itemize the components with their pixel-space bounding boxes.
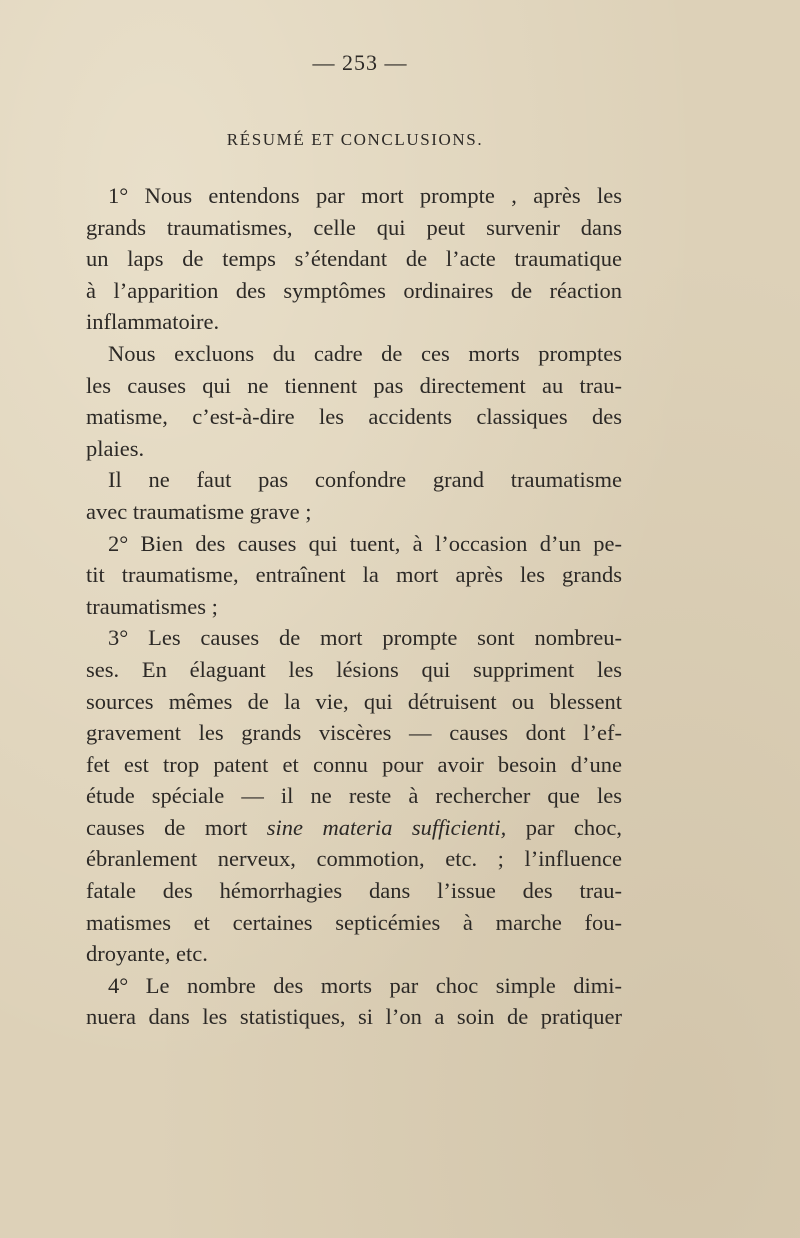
text-line: 2° Bien des causes qui tuent, à l’occasion d’un pe- <box>108 530 622 556</box>
text-line: 1° Nous entendons par mort prompte , après les <box>108 183 622 208</box>
text-line: gravement les grands viscères — causes dont l’ef- <box>86 720 622 746</box>
page-number: — 253 — <box>312 50 408 75</box>
text-line: droyante, etc. <box>86 941 208 967</box>
text-line: 3° Les causes de mort prompte sont nombreu- <box>108 625 622 651</box>
text-line: Nous excluons du cadre de ces morts promptes <box>108 340 622 366</box>
text-line: inflammatoire. <box>86 309 220 335</box>
text-line: les causes qui ne tiennent pas directement au trau- <box>86 372 622 398</box>
text-line: nuera dans les statistiques, si l’on a soin de pratiquer <box>86 1004 622 1030</box>
text-line: traumatismes ; <box>86 593 218 619</box>
text-line: 4° Le nombre des morts par choc simple dimi- <box>108 972 622 998</box>
text-line: matismes et certaines septicémies à marche fou- <box>86 909 622 935</box>
text-line: avec traumatisme grave ; <box>86 498 312 524</box>
text-line: tit traumatisme, entraînent la mort après les grands <box>86 562 622 588</box>
text-segment: par choc, <box>506 814 622 840</box>
section-title: RÉSUMÉ ET CONCLUSIONS. <box>226 130 484 149</box>
text-line: plaies. <box>86 435 145 461</box>
text-line: ses. En élaguant les lésions qui suppriment les <box>86 656 622 682</box>
body-text <box>86 180 622 1033</box>
text-line: un laps de temps s’étendant de l’acte traumatique <box>86 246 622 272</box>
italic-phrase: sine materia sufficienti, <box>266 814 507 840</box>
text-segment: causes de mort <box>86 814 267 840</box>
text-line: sources mêmes de la vie, qui détruisent ou blessent <box>86 688 622 714</box>
text-line: fet est trop patent et connu pour avoir besoin d’une <box>86 751 622 777</box>
text-line: grands traumatismes, celle qui peut survenir dans <box>86 214 622 240</box>
text-line: à l’apparition des symptômes ordinaires de réaction <box>86 277 622 303</box>
text-line: étude spéciale — il ne reste à rechercher que les <box>86 783 622 809</box>
text-line: ébranlement nerveux, commotion, etc. ; l’influence <box>86 846 622 872</box>
text-line: matisme, c’est-à-dire les accidents classiques des <box>86 404 622 430</box>
text-line: fatale des hémorrhagies dans l’issue des trau- <box>86 878 622 904</box>
text-line: Il ne faut pas confondre grand traumatisme <box>108 467 622 493</box>
text-line-mixed <box>86 812 622 844</box>
